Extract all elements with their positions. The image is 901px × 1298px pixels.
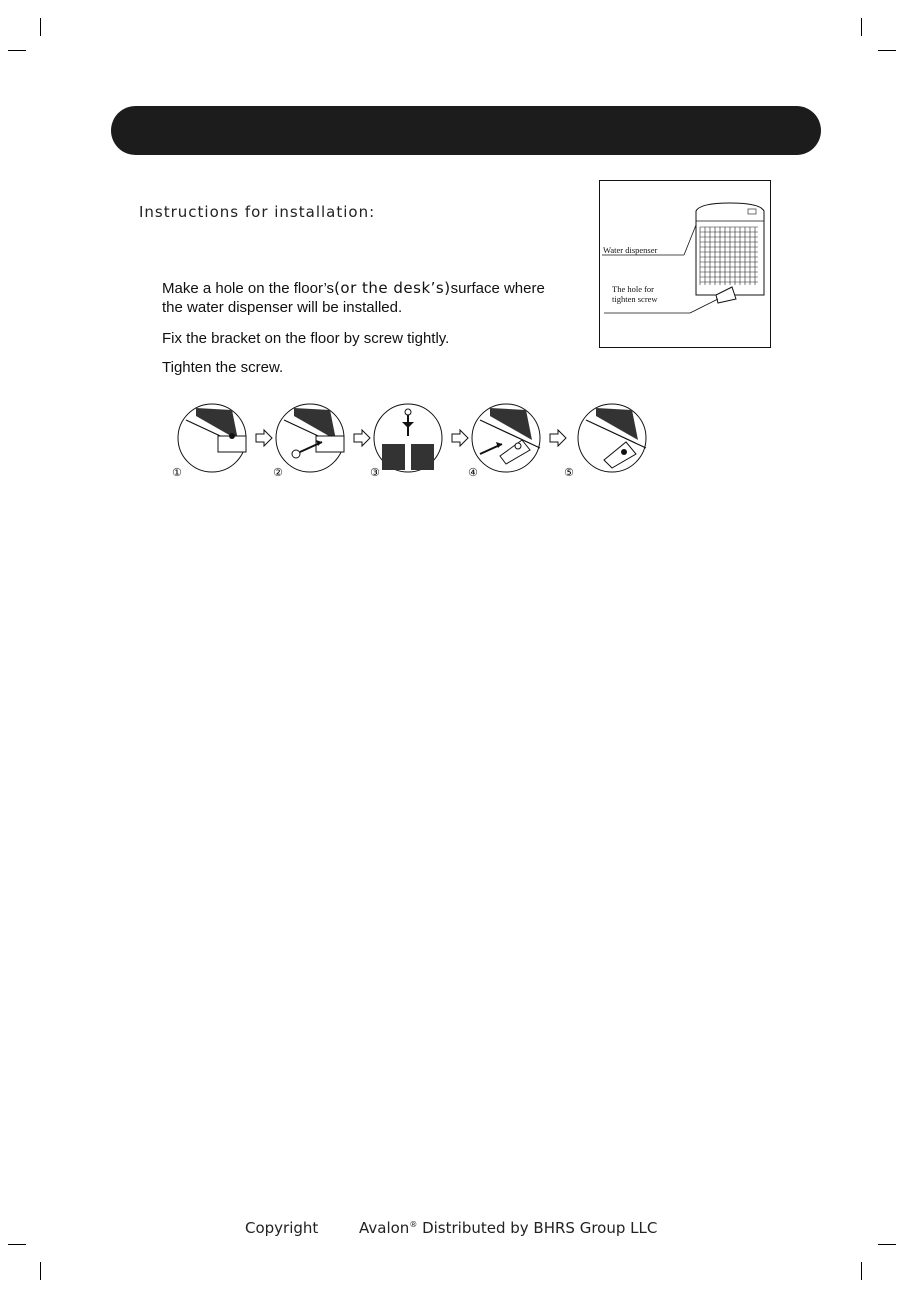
- hole-label-line2: tighten screw: [612, 294, 658, 304]
- step-number-5: ⑤: [564, 466, 574, 479]
- step-1-text-end: surface where: [450, 280, 545, 297]
- crop-mark: [8, 1244, 26, 1245]
- step-number-2: ②: [273, 466, 283, 479]
- section-heading: Instructions for installation:: [139, 203, 376, 221]
- crop-mark: [878, 50, 896, 51]
- water-dispenser-label: Water dispenser: [603, 245, 658, 255]
- footer-distributor: [359, 1219, 657, 1237]
- trademark-symbol: ®: [409, 1220, 418, 1229]
- sequence-illustration: [160, 396, 660, 486]
- step-4-illustration: [472, 404, 540, 472]
- installation-sequence: [160, 396, 660, 486]
- step-number-1: ①: [172, 466, 182, 479]
- hole-label-line1: The hole for: [612, 284, 655, 294]
- step-3-illustration: [374, 404, 442, 472]
- step-5-illustration: [578, 404, 646, 472]
- step-2-illustration: [276, 404, 344, 472]
- crop-mark: [861, 1262, 862, 1280]
- crop-mark: [40, 1262, 41, 1280]
- step-1-text: Make a hole on the floor’s: [162, 280, 335, 297]
- crop-mark: [878, 1244, 896, 1245]
- crop-mark: [40, 18, 41, 36]
- water-dispenser-illustration: [600, 181, 770, 347]
- step-3: Tighten the screw.: [162, 359, 284, 376]
- step-number-4: ④: [468, 466, 478, 479]
- crop-mark: [861, 18, 862, 36]
- step-1-line2: the water dispenser will be installed.: [162, 299, 403, 316]
- section-banner: [111, 106, 821, 155]
- crop-mark: [8, 50, 26, 51]
- brand-name: Avalon: [359, 1219, 410, 1237]
- step-1-illustration: [178, 404, 246, 472]
- step-number-3: ③: [370, 466, 380, 479]
- dispenser-figure: [599, 180, 771, 348]
- footer-copyright: Copyright: [245, 1219, 319, 1237]
- step-1-paren: (or the desk’s): [334, 279, 451, 297]
- distributor-text: Distributed by BHRS Group LLC: [417, 1219, 658, 1237]
- step-1: [162, 279, 545, 317]
- step-2: Fix the bracket on the floor by screw tightly.: [162, 330, 450, 347]
